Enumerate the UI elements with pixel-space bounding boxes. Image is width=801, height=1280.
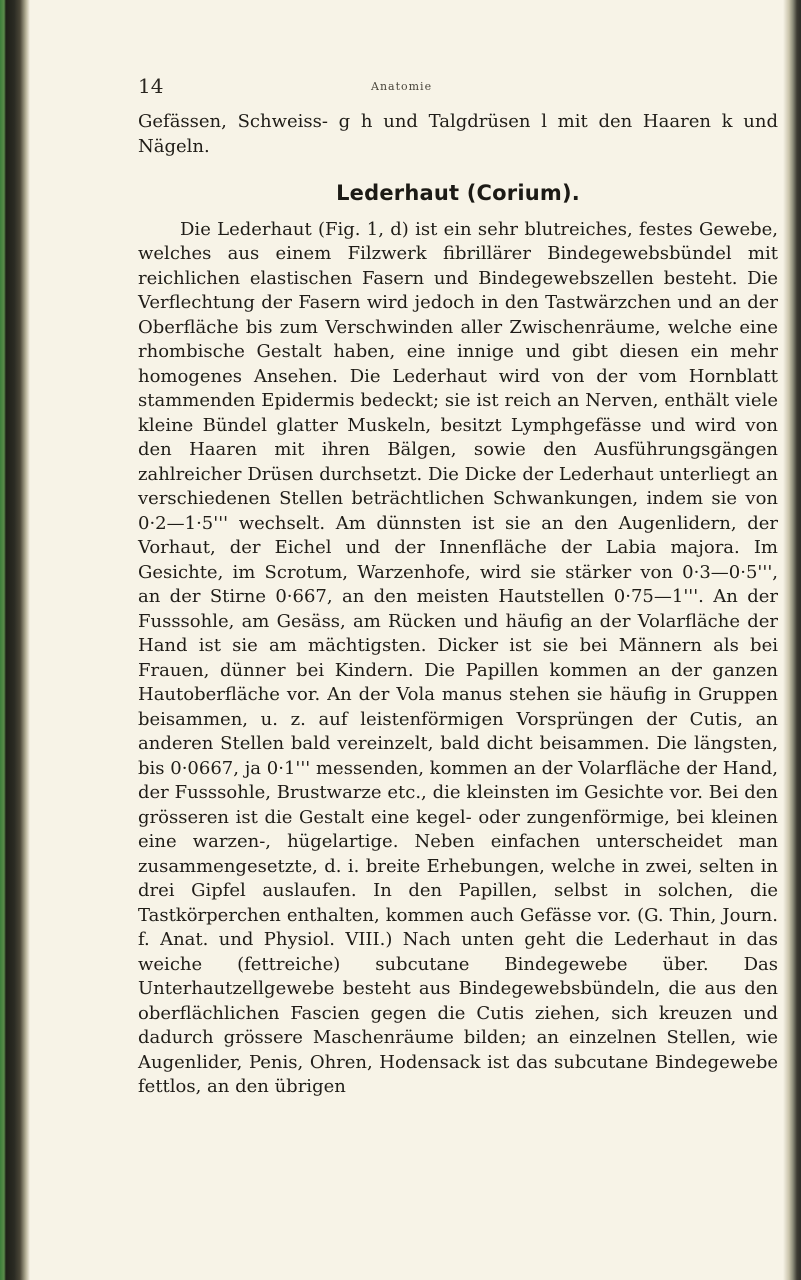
intro-text: Gefässen, Schweiss- g h und Talgdrüsen l mit den Haaren k und Nägeln. (138, 111, 778, 157)
page-number: 14 (138, 74, 164, 98)
section-title: Lederhaut (Corium). (336, 181, 580, 205)
body-paragraph: Die Lederhaut (Fig. 1, d) ist ein sehr blutreiches, festes Gewebe, welches aus einem Filzwerk fibrillärer Bindegewebsbündel mit reichlichen elastischen Fasern und Bindegewebszellen besteht. Die Verflechtung der Fasern wird jedoch in den Tastwärzchen und an der Oberfläche bis zum Verschwinden aller Zwischenräume, welche eine rhombische Gestalt haben, eine innige und gibt diesen ein mehr homogenes Ansehen. Die Lederhaut wird von der vom Hornblatt stammenden Epidermis bedeckt; sie ist reich an Nerven, enthält viele kleine Bündel glatter Muskeln, besitzt Lymphgefässe und wird von den Haaren mit ihren Bälgen, sowie den Ausführungsgängen zahlreicher Drüsen durchsetzt. Die Dicke der Lederhaut unterliegt an verschiedenen Stellen beträchtlichen Schwankungen, indem sie von 0·2—1·5''' wechselt. Am dünnsten ist sie an den Augenlidern, der Vorhaut, der Eichel und der Innenfläche der Labia majora. Im Gesichte, im Scrotum, Warzenhofe, wird sie stärker von 0·3—0·5''', an der Stirne 0·667, an den meisten Hautstellen 0·75—1'''. An der Fusssohle, am Gesäss, am Rücken und häufig an der Volarfläche der Hand ist sie am mächtigsten. Dicker ist sie bei Männern als bei Frauen, dünner bei Kindern. Die Papillen kommen an der ganzen Hautoberfläche vor. An der Vola manus stehen sie häufig in Gruppen beisammen, u. z. auf leistenförmigen Vorsprüngen der Cutis, an anderen Stellen bald vereinzelt, bald dicht beisammen. Die längsten, bis 0·0667, ja 0·1''' messenden, kommen an der Volarfläche der Hand, der Fusssohle, Brustwarze etc., die kleinsten im Gesichte vor. Bei den grösseren ist die Gestalt eine kegel- oder zungenförmige, bei kleinen eine warzen-, hügelartige. Neben einfachen unterscheidet man zusammengesetzte, d. i. breite Erhebungen, welche in zwei, selten in drei Gipfel auslaufen. In den Papillen, selbst in solchen, die Tastkörperchen enthalten, kommen auch Gefässe vor. (G. Thin, Journ. f. Anat. und Physiol. VIII.) Nach unten geht die Lederhaut in das weiche (fettreiche) subcutane Bindegewebe über. Das Unterhautzellgewebe besteht aus Bindegewebsbündeln, die aus den oberflächlichen Fascien gegen die Cutis ziehen, sich kreuzen und dadurch grössere Maschenräume bilden; an einzelnen Stellen, wie Augenlider, Penis, Ohren, Hodensack ist das subcutane Bindegewebe fettlos, an den übrigen (138, 218, 778, 1097)
binding-edge (0, 0, 30, 1280)
text-block (138, 110, 778, 1100)
running-head: Anatomie (371, 80, 433, 93)
page-edge (783, 0, 801, 1280)
page-header (125, 74, 741, 96)
